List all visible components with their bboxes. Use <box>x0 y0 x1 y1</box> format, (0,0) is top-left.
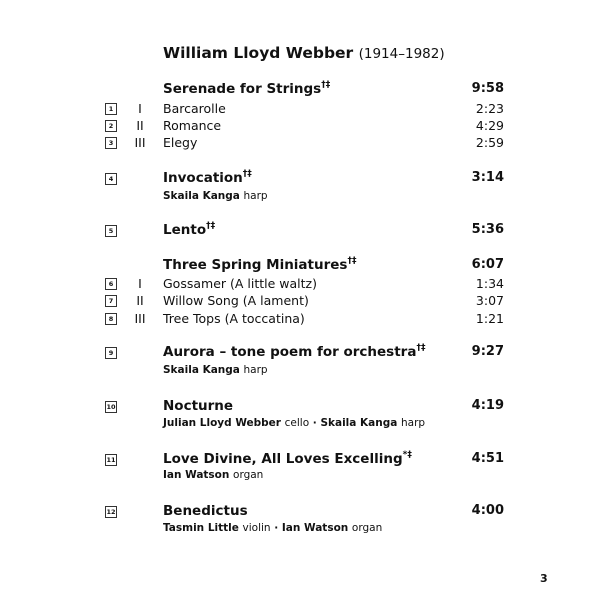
performer-instrument: organ <box>233 469 264 481</box>
track-row <box>0 311 600 329</box>
work-duration: 3:14 <box>471 170 504 185</box>
performer-name: Skaila Kanga <box>163 364 240 376</box>
performer-credit <box>0 364 600 382</box>
track-number: 12 <box>106 508 116 516</box>
separator: · <box>270 522 282 534</box>
separator: · <box>309 417 321 429</box>
movement-title: Tree Tops (A toccatina) <box>163 311 305 326</box>
work-title: Invocation†‡ <box>163 169 252 186</box>
track-number: 7 <box>105 295 117 307</box>
track-row <box>0 135 600 153</box>
track-number: 10 <box>106 403 116 411</box>
performer-name: Ian Watson <box>281 522 349 534</box>
track-duration: 3:07 <box>475 293 504 308</box>
track-number: 1 <box>105 103 117 115</box>
movement-title: Romance <box>163 118 222 133</box>
movement-title: Barcarolle <box>163 101 226 116</box>
movement-number: II <box>136 293 144 308</box>
work-miniatures <box>0 257 600 275</box>
track-duration: 1:21 <box>475 311 504 326</box>
composer-dates: (1914–1982) <box>358 46 445 62</box>
edition-mark: †‡ <box>206 221 216 231</box>
work-title: Lento†‡ <box>163 221 216 238</box>
track-number: 2 <box>105 120 117 132</box>
track-number: 4 <box>105 173 117 185</box>
performer-name: Tasmin Little <box>163 522 239 534</box>
work-invocation <box>0 170 600 188</box>
performer-name: Ian Watson <box>163 469 230 481</box>
performer-instrument: harp <box>400 417 426 429</box>
work-title: Three Spring Miniatures†‡ <box>163 256 357 273</box>
work-duration: 6:07 <box>471 257 504 272</box>
work-benedictus <box>0 503 600 521</box>
page-number: 3 <box>540 572 548 585</box>
work-duration: 9:27 <box>471 344 504 359</box>
track-number: 8 <box>105 313 117 325</box>
track-number: 11 <box>106 456 116 464</box>
movement-number: III <box>134 135 146 150</box>
edition-mark: †‡ <box>347 256 357 266</box>
work-duration: 4:19 <box>471 398 504 413</box>
work-aurora <box>0 344 600 362</box>
performer-name: Skaila Kanga <box>320 417 398 429</box>
track-number: 6 <box>105 278 117 290</box>
track-duration: 2:59 <box>475 135 504 150</box>
performer-instrument: cello <box>284 417 310 429</box>
composer-name: William Lloyd Webber <box>163 44 354 62</box>
movement-number: III <box>134 311 146 326</box>
track-number: 9 <box>105 347 117 359</box>
track-duration: 1:34 <box>475 276 504 291</box>
track-number: 3 <box>105 137 117 149</box>
track-row <box>0 118 600 136</box>
track-row <box>0 293 600 311</box>
performer-credit <box>0 469 600 487</box>
movement-title: Elegy <box>163 135 198 150</box>
track-row <box>0 101 600 119</box>
movement-number: II <box>136 118 144 133</box>
track-duration: 2:23 <box>475 101 504 116</box>
work-love-divine <box>0 451 600 469</box>
work-serenade <box>0 81 600 99</box>
work-duration: 4:51 <box>471 451 504 466</box>
work-nocturne <box>0 398 600 416</box>
performer-name: Julian Lloyd Webber <box>163 417 281 429</box>
edition-mark: *‡ <box>402 450 412 460</box>
performer-instrument: violin <box>242 522 271 534</box>
performer-instrument: harp <box>243 364 268 376</box>
performer-instrument: harp <box>243 190 268 202</box>
performer-instrument: organ <box>351 522 383 534</box>
performer-name: Skaila Kanga <box>163 190 240 202</box>
work-title: Nocturne <box>163 398 234 414</box>
work-title: Serenade for Strings†‡ <box>163 80 331 97</box>
edition-mark: †‡ <box>242 169 252 179</box>
performer-credit <box>0 417 600 435</box>
performer-credit <box>0 522 600 540</box>
work-title: Benedictus <box>163 503 248 519</box>
track-number: 5 <box>105 225 117 237</box>
work-title: Aurora – tone poem for orchestra†‡ <box>163 343 426 360</box>
work-lento <box>0 222 600 240</box>
work-title: Love Divine, All Loves Excelling*‡ <box>163 450 412 467</box>
edition-mark: †‡ <box>416 343 426 353</box>
movement-number: I <box>138 276 142 291</box>
work-duration: 5:36 <box>471 222 504 237</box>
movement-title: Willow Song (A lament) <box>163 293 309 308</box>
composer-heading <box>163 44 445 62</box>
performer-credit <box>0 190 600 208</box>
track-duration: 4:29 <box>475 118 504 133</box>
work-duration: 4:00 <box>471 503 504 518</box>
movement-number: I <box>138 101 142 116</box>
track-row <box>0 276 600 294</box>
edition-mark: †‡ <box>321 80 331 90</box>
work-duration: 9:58 <box>471 81 504 96</box>
movement-title: Gossamer (A little waltz) <box>163 276 317 291</box>
